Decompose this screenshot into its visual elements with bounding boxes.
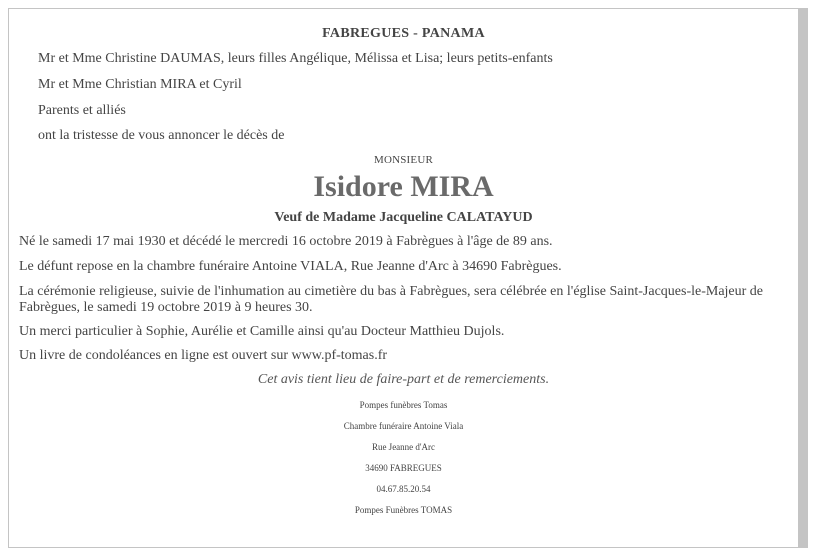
widow-line: Veuf de Madame Jacqueline CALATAYUD	[274, 210, 533, 225]
thanks-paragraph: Un merci particulier à Sophie, Aurélie et Camille ainsi qu'au Docteur Matthieu Dujols.	[19, 324, 505, 339]
announcement-line: ont la tristesse de vous annoncer le décès de	[38, 128, 285, 143]
funeral-signature: Pompes Funèbres TOMAS	[354, 505, 453, 515]
condolences-paragraph: Un livre de condoléances en ligne est ouvert sur www.pf-tomas.fr	[19, 348, 388, 363]
family-line: Mr et Mme Christine DAUMAS, leurs filles Angélique, Mélissa et Lisa; leurs petits-enfants	[38, 51, 553, 66]
funeral-city: 34690 FABREGUES	[365, 463, 442, 473]
funeral-home-name: Pompes funèbres Tomas	[359, 400, 448, 410]
ceremony-paragraph: La cérémonie religieuse, suivie de l'inhumation au cimetière du bas à Fabrègues, sera célébrée en l'église Saint-Jacques-le-Majeur de Fabrègues, le samedi 19 octobre 2019 à 9 heures 30.	[19, 284, 764, 315]
obituary-notice	[9, 9, 798, 547]
deceased-name: Isidore MIRA	[313, 170, 494, 203]
funeral-chamber: Chambre funéraire Antoine Viala	[343, 421, 464, 431]
family-line: Mr et Mme Christian MIRA et Cyril	[38, 77, 242, 92]
notice-statement: Cet avis tient lieu de faire-part et de remerciements.	[257, 372, 550, 387]
location-heading: FABREGUES - PANAMA	[322, 26, 485, 41]
funeral-street: Rue Jeanne d'Arc	[371, 442, 436, 452]
family-line: Parents et alliés	[38, 103, 126, 118]
funeral-phone: 04.67.85.20.54	[376, 484, 431, 494]
birth-death-paragraph: Né le samedi 17 mai 1930 et décédé le mercredi 16 octobre 2019 à Fabrègues à l'âge de 89 ans.	[19, 234, 553, 249]
resting-place-paragraph: Le défunt repose en la chambre funéraire Antoine VIALA, Rue Jeanne d'Arc à 34690 Fabrègues.	[19, 259, 562, 274]
civility: MONSIEUR	[373, 154, 434, 166]
